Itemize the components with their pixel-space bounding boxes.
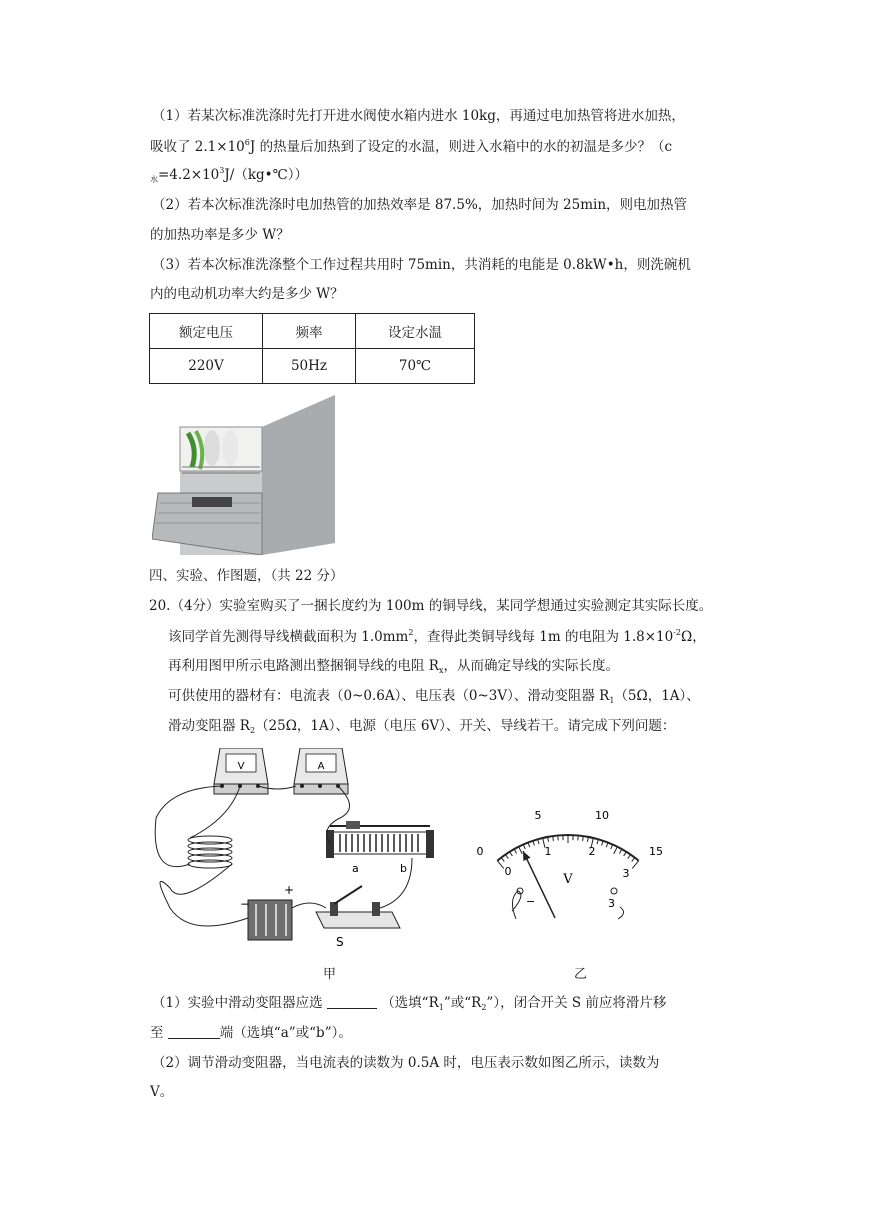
voltmeter — [214, 748, 268, 794]
dial-outer-tick-0: 0 — [476, 845, 484, 858]
q20-sub1-line1: （1）实验中滑动变阻器应选 （选填“$R_1$”或“$R_2$”），闭合开关 S 前应将滑片移 — [152, 995, 667, 1012]
q20-sub2-line1: （2）调节滑动变阻器，当电流表的读数为 0.5A 时，电压表示数如图乙所示，读数为 — [152, 1055, 660, 1071]
section-4-heading: 四、实验、作图题，（共 22 分） — [149, 568, 344, 584]
q19-part1-line2: 吸收了 $2.1\times 10^6J$ 的热量后加热到了设定的水温，则进入水箱中的水的初温是多少？（c — [150, 138, 673, 155]
q20-line4: 可供使用的器材有：电流表（0~0.6A）、电压表（0~3V）、滑动变阻器 $R_1(5\Omega$，1A）、 — [168, 688, 700, 705]
spec-header-water-temp: 设定水温 — [356, 314, 475, 349]
voltmeter-dial-yi — [468, 795, 678, 925]
switch — [316, 886, 400, 949]
q20-line1: 20.（4分）实验室购买了一捆长度约为 100m 的铜导线，某同学想通过实验测定其实际长度。 — [149, 598, 713, 614]
q20-sub2-line2: V。 — [150, 1084, 174, 1100]
rheostat-end-b: b — [400, 862, 407, 875]
q20-line3: 再利用图甲所示电路测出整捆铜导线的电阻 $R_x$，从而确定导线的实际长度。 — [168, 658, 619, 675]
q19-part3-line1: （3）若本次标准洗涤整个工作过程共用时 75min，共消耗的电能是 0.8kW•h，则洗碗机 — [152, 257, 691, 273]
q19-part2-line1: （2）若本次标准洗涤时电加热管的加热效率是 87.5%，加热时间为 25min，则电加热管 — [152, 197, 688, 213]
ammeter — [294, 748, 348, 794]
blank-slider-end[interactable] — [168, 1024, 220, 1039]
figure-caption-jia: 甲 — [323, 967, 337, 982]
dial-inner-tick-0: 0 — [504, 865, 512, 878]
figure-caption-yi: 乙 — [574, 967, 588, 982]
q19-part1-line3: $_水=4.2\times 10^3J/(kg•℃)$） — [150, 166, 308, 184]
dial-outer-tick-10: 10 — [595, 809, 609, 822]
q19-part2-line2: 的加热功率是多少 W？ — [150, 227, 290, 243]
dial-inner-tick-2: 2 — [588, 845, 596, 858]
dishwasher-image — [152, 393, 338, 555]
battery-minus: − — [240, 897, 251, 911]
spec-value-water-temp: 70℃ — [356, 349, 475, 384]
dial-outer-tick-5: 5 — [534, 809, 542, 822]
q20-line5: 滑动变阻器 $R_2(25\Omega$，1A）、电源（电压 6V）、开关、导线若干。请完成下列问题： — [168, 718, 676, 735]
spec-value-frequency: 50Hz — [263, 349, 356, 384]
spec-header-voltage: 额定电压 — [150, 314, 263, 349]
dial-tick — [497, 861, 503, 869]
spec-header-frequency: 频率 — [263, 314, 356, 349]
q19-part1-line1: （1）若某次标准洗涤时先打开进水阀使水箱内进水 10kg，再通过电加热管将进水加热， — [152, 108, 685, 124]
spec-table — [149, 313, 475, 384]
q20-line2: 该同学首先测得导线横截面积为 $1.0mm^2$，查得此类铜导线每 1m 的电阻为 $1.8\times 10^{-2}\Omega$， — [168, 628, 706, 645]
spec-value-voltage: 220V — [150, 349, 263, 384]
rheostat-end-a: a — [352, 862, 359, 875]
switch-label: S — [336, 935, 344, 949]
battery-plus: + — [284, 883, 295, 897]
dial-tick — [519, 847, 523, 854]
ammeter-label: A — [317, 761, 325, 772]
dial-tick — [632, 861, 638, 869]
circuit-diagram-jia — [150, 748, 440, 958]
dial-tick — [614, 847, 618, 854]
battery — [240, 883, 294, 940]
dial-inner-tick-3: 3 — [622, 867, 630, 880]
dial-terminal-minus: − — [526, 895, 536, 908]
blank-rheostat-choice[interactable] — [327, 994, 377, 1009]
rheostat — [326, 821, 434, 875]
voltmeter-label: V — [237, 761, 245, 772]
dial-inner-tick-1: 1 — [544, 845, 552, 858]
dial-outer-tick-15: 15 — [649, 845, 663, 858]
copper-wire-coil — [188, 836, 232, 868]
dial-terminal-3: 3 — [608, 897, 615, 910]
dial-unit: V — [563, 872, 573, 887]
q19-part3-line2: 内的电动机功率大约是多少 W？ — [150, 286, 344, 302]
q20-sub1-line2: 至 端（选填“a”或“b”）。 — [150, 1025, 352, 1041]
